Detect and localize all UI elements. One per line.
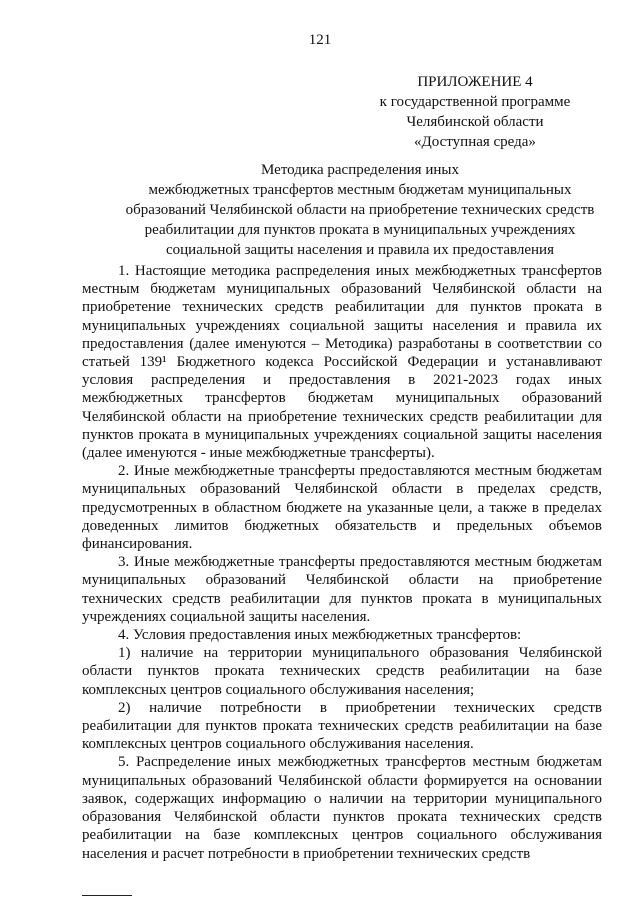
document-title — [80, 160, 640, 260]
paragraph-4: 4. Условия предоставления иных межбюджетных трансфертов: — [118, 627, 522, 644]
appendix-line: Челябинской области — [406, 114, 544, 130]
title-line: социальной защиты населения и правила их предоставления — [166, 242, 554, 258]
appendix-line: «Доступная среда» — [414, 134, 536, 150]
title-line: реабилитации для пунктов проката в муниципальных учреждениях — [144, 222, 576, 238]
appendix-line: к государственной программе — [379, 94, 571, 110]
paragraph-5: 5. Распределение иных межбюджетных трансфертов местным бюджетам муниципальных образований Челябинской области формируется на основании заявок, содержащих информацию о наличии на территории муниципального образования Челябинской области пунктов проката технических средств реабилитации на базе комплексных центров социального обслуживания населения и расчет потребности в приобретении технических средств — [82, 754, 602, 862]
appendix-header — [355, 72, 595, 152]
paragraph-4-item-1: 1) наличие на территории муниципального образования Челябинской области пунктов проката технических средств реабилитации на базе комплексных центров социального обслуживания населения; — [82, 645, 602, 698]
appendix-line: ПРИЛОЖЕНИЕ 4 — [417, 74, 533, 90]
title-line: Методика распределения иных — [261, 162, 459, 178]
paragraph-3: 3. Иные межбюджетные трансферты предоставляются местным бюджетам муниципальных образований Челябинской области на приобретение технических средств реабилитации для пунктов проката в муниципальных учреждениях социальной защиты населения. — [82, 554, 602, 625]
document-body — [82, 262, 602, 863]
paragraph-1: 1. Настоящие методика распределения иных межбюджетных трансфертов местным бюджетам муниципальных образований Челябинской области на приобретение технических средств реабилитации для пунктов проката в муниципальных учреждениях социальной защиты населения и правила их предоставления (далее именуются – Методика) разработаны в соответствии со статьей 139¹ Бюджетного кодекса Российской Федерации и устанавливают условия распределения и предоставления в 2021-2023 годах иных межбюджетных трансфертов бюджетам муниципальных образований Челябинской области на приобретение технических средств реабилитации для пунктов проката в муниципальных учреждениях социальной защиты населения (далее именуются - иные межбюджетные трансферты). — [82, 263, 602, 462]
title-line: образований Челябинской области на приобретение технических средств — [125, 202, 595, 218]
page-number: 121 — [308, 32, 332, 48]
title-line: межбюджетных трансфертов местным бюджетам муниципальных — [148, 182, 572, 198]
footnote-separator — [82, 895, 132, 896]
paragraph-4-item-2: 2) наличие потребности в приобретении технических средств реабилитации для пунктов проката технических средств реабилитации на базе комплексных центров социального обслуживания населения. — [82, 699, 602, 753]
paragraph-2: 2. Иные межбюджетные трансферты предоставляются местным бюджетам муниципальных образований Челябинской области в пределах средств, предусмотренных в областном бюджете на указанные цели, а также в пределах доведенных лимитов бюджетных обязательств и предельных объемов финансирования. — [82, 463, 602, 553]
